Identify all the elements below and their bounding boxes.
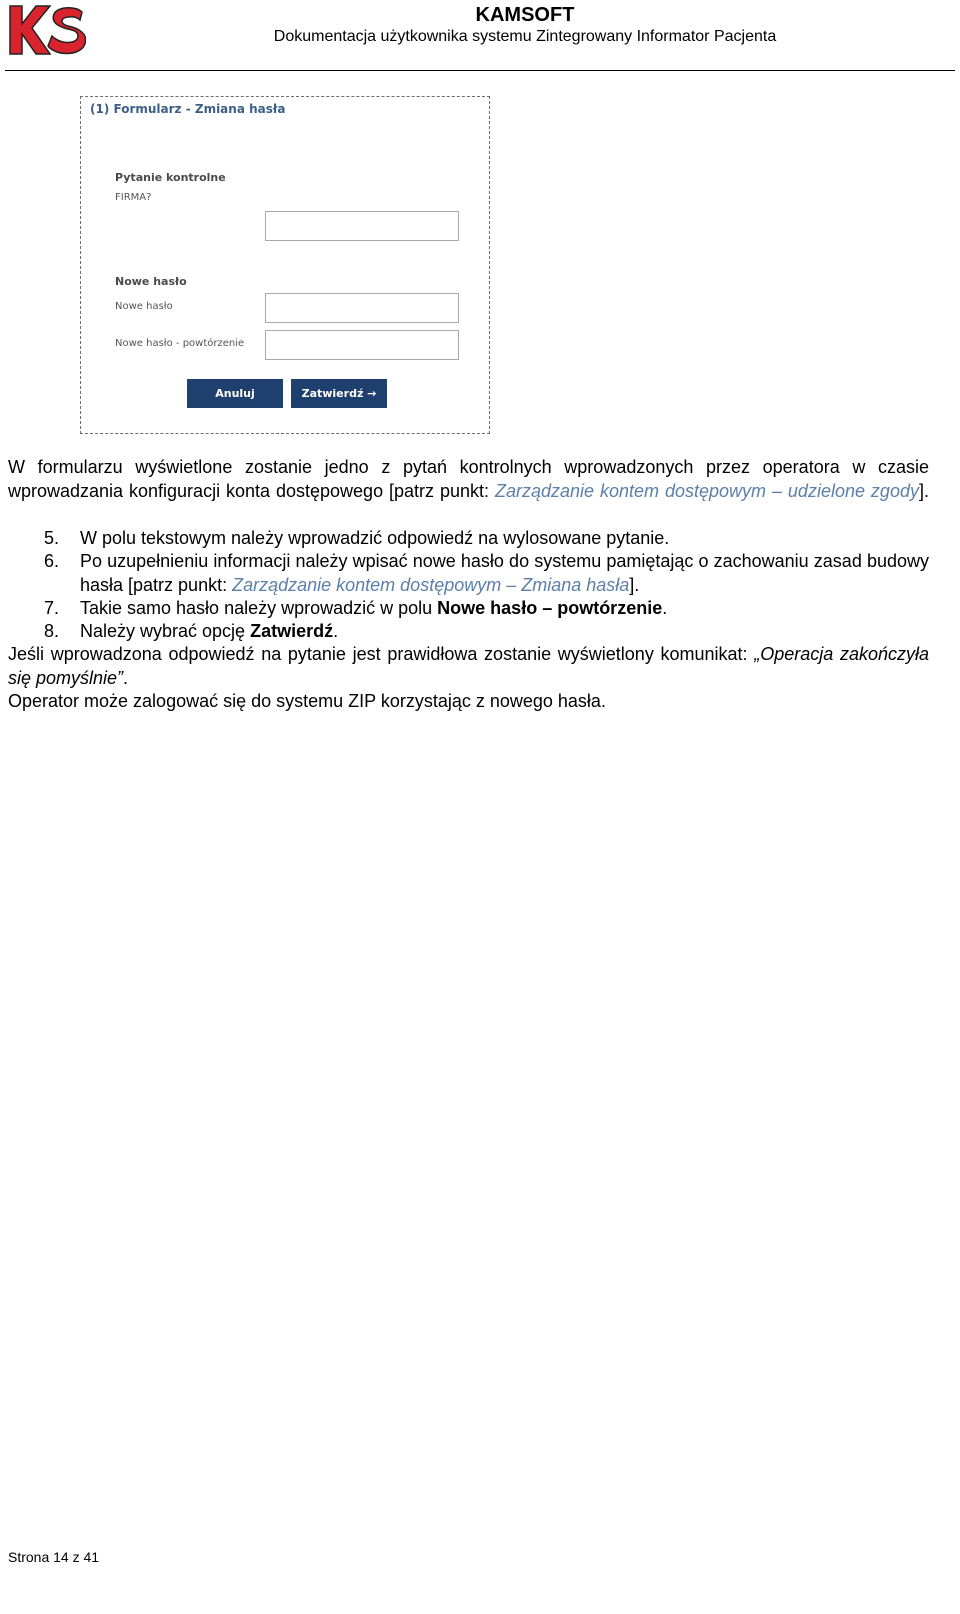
repeat-password-label: Nowe hasło - powtórzenie (115, 338, 245, 349)
paragraph-intro-end: ]. (918, 480, 929, 501)
link-access-consents[interactable]: Zarządzanie kontem dostępowym – udzielone zgody (494, 480, 919, 501)
page-header (0, 0, 960, 72)
list-item-6-text: Po uzupełnieniu informacji należy wpisać nowe hasło do systemu pamiętając o zachowaniu zasad budowy hasła [patrz punkt: (80, 551, 929, 595)
paragraph-login: Operator może zalogować się do systemu ZIP korzystając z nowego hasła. (8, 691, 606, 711)
paragraph-intro (8, 456, 929, 503)
list-item-7-bold: Nowe hasło – powtórzenie (437, 598, 663, 618)
header-divider (5, 70, 955, 71)
list-item-5: W polu tekstowym należy wprowadzić odpowiedź na wylosowane pytanie. (80, 528, 670, 548)
list-number-5: 5. (44, 528, 60, 548)
list-item-7-end: . (662, 598, 668, 618)
kamsoft-logo (6, 2, 86, 58)
cancel-button[interactable]: Anuluj (187, 379, 283, 408)
security-question-text: FIRMA? (115, 192, 152, 203)
confirm-button[interactable]: Zatwierdź → (291, 379, 387, 408)
list-item-7-text: Takie samo hasło należy wprowadzić w polu (80, 598, 438, 618)
list-item-6-end: ]. (629, 574, 640, 595)
page-number: Strona 14 z 41 (8, 1549, 100, 1565)
paragraph-intro-text: W formularzu wyświetlone zostanie jedno z pytań kontrolnych wprowadzonych przez operatora w czasie wprowadzania konfiguracji konta dostępowego [patrz punkt: (8, 457, 929, 501)
repeat-password-input[interactable] (265, 330, 459, 360)
list-item-6 (80, 550, 929, 597)
form-title: (1) Formularz - Zmiana hasła (90, 102, 286, 116)
paragraph-result (8, 643, 929, 690)
paragraph-result-end: . (123, 667, 129, 688)
company-name: KAMSOFT (475, 4, 575, 26)
list-number-6: 6. (44, 551, 60, 571)
document-subtitle: Dokumentacja użytkownika systemu Zintegrowany Informator Pacjenta (273, 28, 777, 45)
form-screenshot (80, 96, 490, 434)
new-password-heading: Nowe hasło (115, 275, 187, 288)
list-item-8-end: . (333, 621, 339, 641)
list-item-8-bold: Zatwierdź (250, 621, 334, 641)
success-message: „Operacja zakończyła się pomyślnie” (8, 644, 929, 688)
list-item-8-text: Należy wybrać opcję (80, 621, 251, 641)
list-item-8 (80, 620, 929, 644)
link-password-change[interactable]: Zarządzanie kontem dostępowym – Zmiana hasła (232, 574, 630, 595)
list-number-8: 8. (44, 621, 60, 641)
list-number-7: 7. (44, 598, 60, 618)
new-password-input[interactable] (265, 293, 459, 323)
paragraph-result-text: Jeśli wprowadzona odpowiedź na pytanie jest prawidłowa zostanie wyświetlony komunikat: (8, 644, 755, 664)
security-answer-input[interactable] (265, 211, 459, 241)
security-question-heading: Pytanie kontrolne (115, 171, 226, 184)
new-password-label: Nowe hasło (115, 301, 173, 312)
list-item-7 (80, 597, 929, 621)
